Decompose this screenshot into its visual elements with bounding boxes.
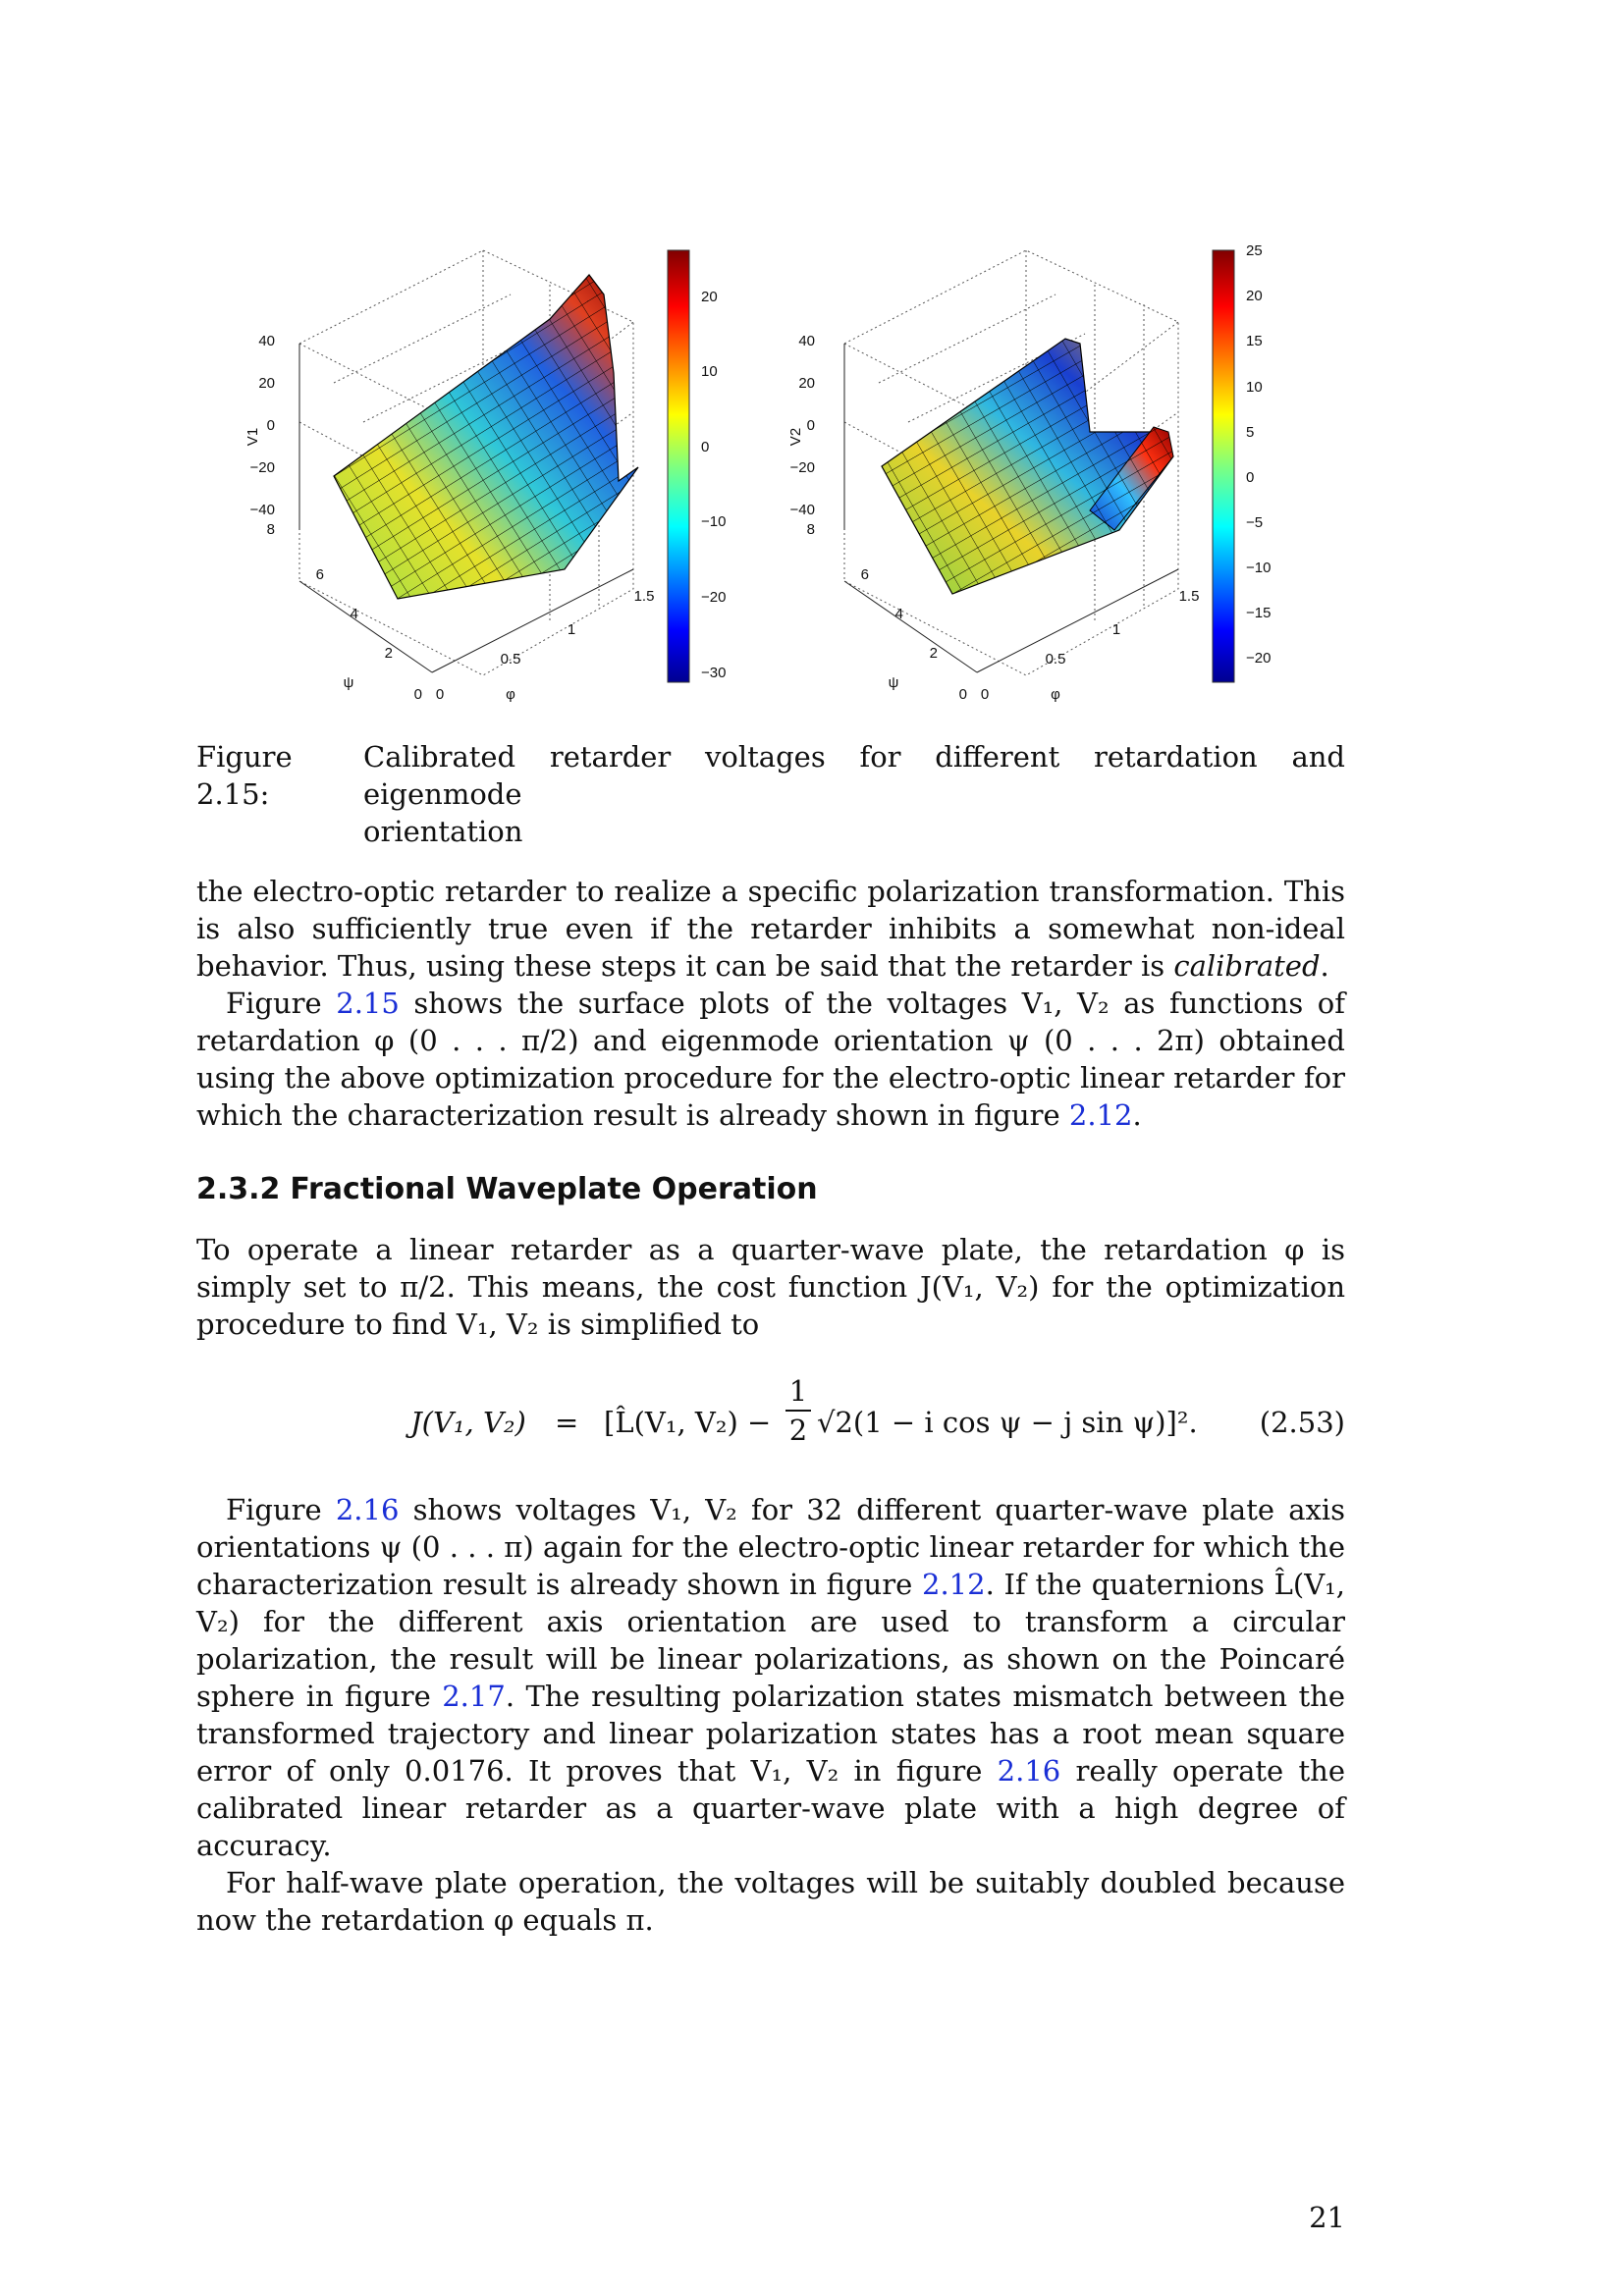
figure-2-15: [226, 236, 1326, 707]
fraction-numerator: 1: [788, 1374, 808, 1408]
figure-ref-link[interactable]: 2.16: [335, 1493, 400, 1526]
right-z-tick: 20: [798, 375, 815, 392]
paragraph-1-emphasis: calibrated: [1173, 949, 1321, 983]
paragraph-2-text: .: [1132, 1098, 1142, 1132]
figure-ref-link[interactable]: 2.15: [336, 987, 400, 1020]
right-psi-tick: 0: [958, 686, 967, 703]
right-psi-tick: 6: [860, 566, 869, 583]
caption-line-1: Calibrated retarder voltages for different retardation and eigenmode: [363, 740, 1345, 811]
left-z-tick: 0: [266, 417, 275, 434]
right-colorbar-tick: 5: [1246, 424, 1255, 441]
left-z-tick: −20: [249, 459, 275, 476]
left-phi-tick: 1: [567, 621, 576, 638]
right-colorbar-tick: −10: [1246, 560, 1272, 576]
right-psi-label: ψ: [888, 674, 899, 691]
paragraph-5: For half-wave plate operation, the voltages will be suitably doubled because now the retardation φ equals π.: [196, 1866, 1345, 1937]
paragraph-1-text: the electro-optic retarder to realize a specific polarization transformation. This is also sufficiently true even if the retarder inhibits a somewhat non-ideal behavior. Thus, using these steps it can be said that the retarder is: [196, 875, 1345, 983]
fraction-denominator: 2: [788, 1414, 808, 1447]
right-colorbar-tick: 10: [1246, 379, 1263, 396]
right-colorbar: [1213, 250, 1234, 682]
paragraph-1: [196, 873, 1345, 985]
right-z-tick: 40: [798, 333, 815, 349]
body-text-top: [196, 873, 1345, 1134]
figure-ref-link[interactable]: 2.17: [442, 1680, 506, 1713]
paragraph-4-text: really operate the calibrated linear retarder as a quarter-wave plate with a high degree of accuracy.: [196, 1754, 1345, 1862]
paragraph-4-text: shows voltages V₁, V₂ for 32 different quarter-wave plate axis orientations ψ (0 . . . π) again for the electro-optic linear retarder for which the characterization result is already shown in figure: [196, 1493, 1345, 1601]
right-colorbar-tick: −20: [1246, 650, 1272, 667]
equation-2-53: [196, 1374, 1345, 1463]
right-surface-plot: [787, 242, 1271, 703]
paragraph-2: [196, 985, 1345, 1134]
left-phi-tick: 1.5: [633, 588, 655, 605]
equation-number: (2.53): [1259, 1406, 1345, 1439]
right-phi-label: φ: [1051, 686, 1060, 703]
fraction-bar: [785, 1410, 811, 1412]
figure-ref-link[interactable]: 2.12: [922, 1568, 986, 1601]
left-surface-plot: [244, 250, 726, 703]
left-psi-label: ψ: [343, 674, 354, 691]
equation-fraction: [785, 1374, 811, 1447]
section-number: 2.3.2: [196, 1172, 281, 1206]
right-z-label: V2: [787, 427, 804, 447]
left-phi-label: φ: [506, 686, 515, 703]
left-z-tick: 20: [258, 375, 275, 392]
equation-equals: =: [555, 1406, 579, 1439]
left-psi-tick: 6: [315, 566, 324, 583]
left-psi-tick: 0: [413, 686, 422, 703]
paragraph-4: [196, 1491, 1345, 1864]
equation-lhs: J(V₁, V₂): [410, 1406, 526, 1439]
left-psi-tick: 2: [384, 645, 393, 662]
left-phi-tick: 0: [435, 686, 445, 703]
left-z-tick: −40: [249, 502, 275, 518]
page-number: 21: [1309, 2201, 1345, 2234]
body-text-section: [196, 1231, 1345, 1343]
body-text-bottom: [196, 1491, 1345, 1939]
right-colorbar-tick: 25: [1246, 242, 1263, 259]
right-psi-tick: 2: [929, 645, 938, 662]
figure-ref-link[interactable]: 2.12: [1068, 1098, 1133, 1132]
caption-label: Figure 2.15:: [196, 740, 293, 811]
left-z-label: V1: [244, 427, 261, 447]
section-heading: [196, 1172, 828, 1206]
left-colorbar-tick: −10: [701, 513, 727, 530]
right-phi-tick: 0.5: [1045, 651, 1066, 667]
left-colorbar-tick: 0: [701, 439, 710, 455]
paragraph-4-text: Figure: [226, 1493, 336, 1526]
right-colorbar-tick: −15: [1246, 605, 1272, 621]
paragraph-1-end: .: [1320, 949, 1329, 983]
paragraph-2-text: shows the surface plots of the voltages V₁, V₂ as functions of retardation φ (0 . . . π/2) and eigenmode orientation ψ (0 . . . 2π) obtained using the above optimization procedure for the electro-optic linear retarder for which the characterization result is already shown in figure: [196, 987, 1345, 1132]
right-z-tick: 0: [806, 417, 815, 434]
right-colorbar-tick: −5: [1246, 514, 1264, 531]
equation-rest: √2(1 − i cos ψ − j sin ψ)]².: [817, 1406, 1198, 1439]
paragraph-4-text: . The resulting polarization states mismatch between the transformed trajectory and linear polarization states has a root mean square error of only 0.0176. It proves that V₁, V₂ in figure: [196, 1680, 1345, 1788]
right-z-tick: −40: [789, 502, 815, 518]
paragraph-4-text: . If the quaternions L̂(V₁, V₂) for the different axis orientation are used to transform a circular polarization, the result will be linear polarizations, as shown on the Poincaré sphere in figure: [196, 1568, 1346, 1713]
left-psi-tick: 4: [350, 606, 358, 622]
figure-ref-link[interactable]: 2.16: [997, 1754, 1061, 1788]
equation-rhs: [L̂(V₁, V₂) −: [604, 1406, 772, 1439]
right-colorbar-tick: 20: [1246, 288, 1263, 304]
right-phi-tick: 1: [1111, 621, 1121, 638]
right-psi-tick: 8: [806, 521, 815, 538]
right-colorbar-tick: 0: [1246, 469, 1255, 486]
left-colorbar-tick: −20: [701, 589, 727, 606]
caption-line-2: orientation: [363, 815, 523, 848]
surface-plots: [226, 236, 1326, 707]
paragraph-3: To operate a linear retarder as a quarter-wave plate, the retardation φ is simply set to π/2. This means, the cost function J(V₁, V₂) for the optimization procedure to find V₁, V₂ is simplified to: [196, 1233, 1345, 1341]
right-phi-tick: 1.5: [1178, 588, 1200, 605]
left-z-tick: 40: [258, 333, 275, 349]
section-title: Fractional Waveplate Operation: [290, 1172, 818, 1206]
left-colorbar-tick: −30: [701, 665, 727, 681]
left-colorbar-tick: 10: [701, 363, 718, 380]
left-phi-tick: 0.5: [500, 651, 521, 667]
left-psi-tick: 8: [266, 521, 275, 538]
paragraph-2-text: Figure: [226, 987, 337, 1020]
right-z-tick: −20: [789, 459, 815, 476]
right-psi-tick: 4: [894, 606, 903, 622]
figure-caption: [196, 738, 1345, 850]
right-phi-tick: 0: [980, 686, 990, 703]
left-colorbar: [668, 250, 689, 682]
left-colorbar-tick: 20: [701, 289, 718, 305]
right-colorbar-tick: 15: [1246, 333, 1263, 349]
